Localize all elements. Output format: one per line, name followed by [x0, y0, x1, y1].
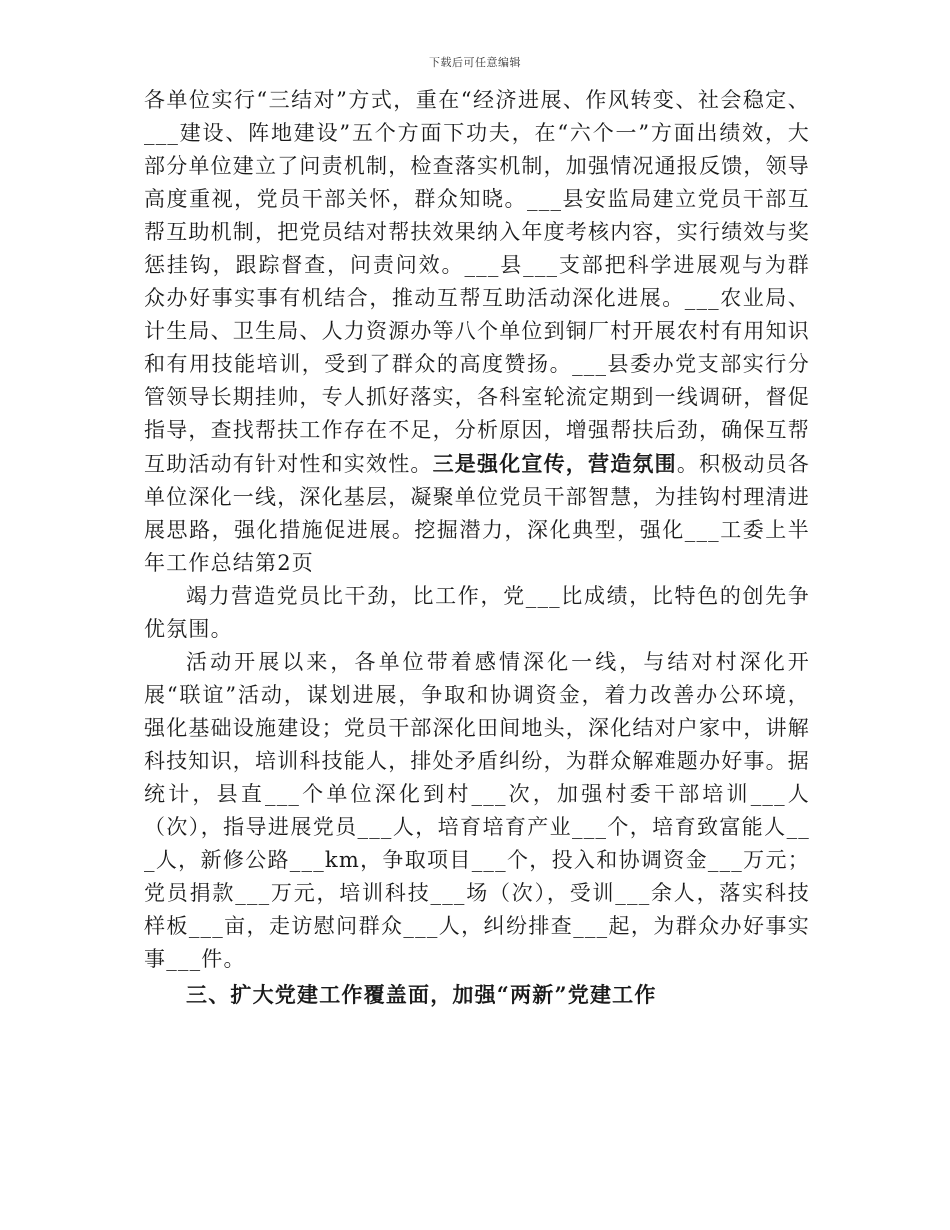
document-body — [144, 84, 810, 1011]
paragraph-1-text: 各单位实行“三结对”方式，重在“经济进展、作风转变、社会稳定、___建设、阵地建设”五个方面下功夫，在“六个一”方面出绩效，大部分单位建立了问责机制，检查落实机制，加强情况通报反馈，领导高度重视，党员干部关怀，群众知晓。___县安监局建立党员干部互帮互助机制，把党员结对帮扶效果纳入年度考核内容，实行绩效与奖惩挂钩，跟踪督查，问责问效。___县___支部把科学进展观与为群众办好事实事有机结合，推动互帮互助活动深化进展。___农业局、计生局、卫生局、人力资源办等八个单位到铜厂村开展农村有用知识和有用技能培训，受到了群众的高度赞扬。___县委办党支部实行分管领导长期挂帅，专人抓好落实，各科室轮流定期到一线调研，督促指导，查找帮扶工作存在不足，分析原因，增强帮扶后劲，确保互帮互助活动有针对性和实效性。 — [144, 88, 810, 476]
section-heading: 三、扩大党建工作覆盖面，加强“两新”党建工作 — [186, 982, 657, 1007]
paragraph-2: 竭力营造党员比干劲，比工作，党___比成绩，比特色的创先争优氛围。 — [144, 584, 810, 641]
paragraph-1 — [144, 84, 810, 580]
page-header: 下载后可任意编辑 — [429, 56, 521, 69]
paragraph-1-text-continued: 。积极动员各单位深化一线，深化基层，凝聚单位党员干部智慧，为挂钩村理清进展思路，强化措施促进展。挖掘潜力，深化典型，强化___工委上半年工作总结第2页 — [144, 452, 811, 575]
paragraph-3: 活动开展以来，各单位带着感情深化一线，与结对村深化开展“联谊”活动，谋划进展，争取和协调资金，着力改善办公环境，强化基础设施建设；党员干部深化田间地头，深化结对户家中，讲解科技知识，培训科技能人，排处矛盾纠纷，为群众解难题办好事。据统计，县直___个单位深化到村___次，加强村委干部培训___人（次），指导进展党员___人，培育培育产业___个，培育致富能人___人，新修公路___km，争取项目___个，投入和协调资金___万元；党员捐款___万元，培训科技___场（次），受训___余人，落实科技样板___亩，走访慰问群众___人，纠纷排查___起，为群众办好事实事___件。 — [144, 650, 810, 971]
paragraph-1-bold-subheading: 三是强化宣传，营造氛围 — [432, 451, 677, 476]
